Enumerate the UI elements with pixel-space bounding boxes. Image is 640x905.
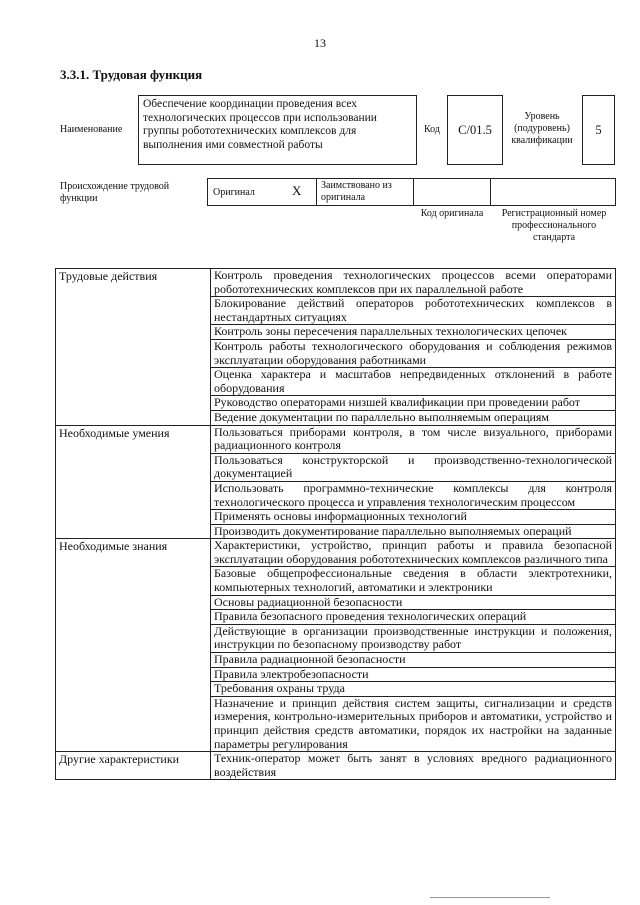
section-item: Характеристики, устройство, принцип работы и правила безопасной эксплуатации оборудования робототехнических комплексов различного типа bbox=[211, 539, 616, 567]
table-row bbox=[56, 425, 616, 453]
section-item: Пользоваться приборами контроля, в том числе визуального, приборами радиационного контроля bbox=[211, 425, 616, 453]
table-row bbox=[56, 752, 616, 780]
section-item: Правила безопасного проведения технологических операций bbox=[211, 610, 616, 625]
section-item: Руководство операторами низшей квалификации при проведении работ bbox=[211, 396, 616, 411]
level-value: 5 bbox=[595, 122, 602, 137]
footer-line bbox=[430, 897, 550, 898]
table-row bbox=[56, 539, 616, 567]
section-item: Основы радиационной безопасности bbox=[211, 595, 616, 610]
section-item: Правила электробезопасности bbox=[211, 667, 616, 682]
section-item: Правила радиационной безопасности bbox=[211, 653, 616, 668]
section-item: Назначение и принцип действия систем защиты, сигнализации и средств измерения, контрольно-измерительных приборов и автоматики, устройство и принцип действия средств автоматики, порядок их настройки на заданные параметры регулирования bbox=[211, 696, 616, 751]
origin-divider-1 bbox=[316, 178, 317, 206]
code-value: C/01.5 bbox=[458, 122, 492, 137]
section-item: Применять основы информационных технологий bbox=[211, 510, 616, 525]
name-label: Наименование bbox=[60, 124, 123, 135]
section-title: 3.3.1. Трудовая функция bbox=[60, 67, 203, 82]
section-category: Необходимые знания bbox=[56, 539, 211, 752]
section-item: Ведение документации по параллельно выполняемым операциям bbox=[211, 410, 616, 425]
section-item: Контроль проведения технологических процессов всеми операторами робототехнических комплексов при их параллельной работе bbox=[211, 269, 616, 297]
original-label: Оригинал bbox=[213, 187, 255, 198]
section-item: Техник-оператор может быть занят в условиях вредного радиационного воздействия bbox=[211, 752, 616, 780]
function-name-value: Обеспечение координации проведения всех технологических процессов при использовании группы робототехнических комплексов для выполнения ими совместной работы bbox=[143, 98, 377, 151]
section-item: Пользоваться конструкторской и производственно-технологической документацией bbox=[211, 453, 616, 481]
origin-divider-3 bbox=[490, 178, 491, 206]
section-item: Производить документирование параллельно выполняемых операций bbox=[211, 524, 616, 539]
original-mark: Х bbox=[292, 183, 302, 198]
section-item: Контроль работы технологического оборудования и соблюдения режимов эксплуатации оборудования работниками bbox=[211, 339, 616, 367]
section-item: Базовые общепрофессиональные сведения в области электротехники, компьютерных технологий, автоматики и электроники bbox=[211, 567, 616, 595]
section-item: Контроль зоны пересечения параллельных технологических цепочек bbox=[211, 325, 616, 340]
table-row bbox=[56, 269, 616, 297]
section-item: Требования охраны труда bbox=[211, 682, 616, 697]
level-label: Уровень (подуровень) квалификации bbox=[511, 111, 573, 146]
level-box bbox=[582, 95, 615, 165]
code-box bbox=[447, 95, 503, 165]
section-item: Блокирование действий операторов робототехнических комплексов в нестандартных ситуациях bbox=[211, 297, 616, 325]
section-category: Трудовые действия bbox=[56, 269, 211, 426]
origin-divider-2 bbox=[413, 178, 414, 206]
page-number: 13 bbox=[314, 36, 326, 50]
function-name-box bbox=[138, 95, 417, 165]
code-label: Код bbox=[424, 124, 440, 135]
origin-row bbox=[207, 178, 616, 206]
registration-number-caption: Регистрационный номер профессионального стандарта bbox=[501, 208, 607, 243]
origin-label: Происхождение трудовой функции bbox=[60, 181, 170, 204]
labor-function-table bbox=[55, 268, 616, 780]
borrowed-label: Заимствовано из оригинала bbox=[321, 180, 392, 203]
section-item: Оценка характера и масштабов непредвиденных отклонений в работе оборудования bbox=[211, 368, 616, 396]
code-original-caption: Код оригинала bbox=[420, 208, 484, 219]
section-category: Другие характеристики bbox=[56, 752, 211, 780]
section-category: Необходимые умения bbox=[56, 425, 211, 539]
section-item: Использовать программно-технические комплексы для контроля технологического процесса и управления технологическим процессом bbox=[211, 481, 616, 509]
section-item: Действующие в организации производственные инструкции и положения, инструкции по безопасному производству работ bbox=[211, 624, 616, 652]
